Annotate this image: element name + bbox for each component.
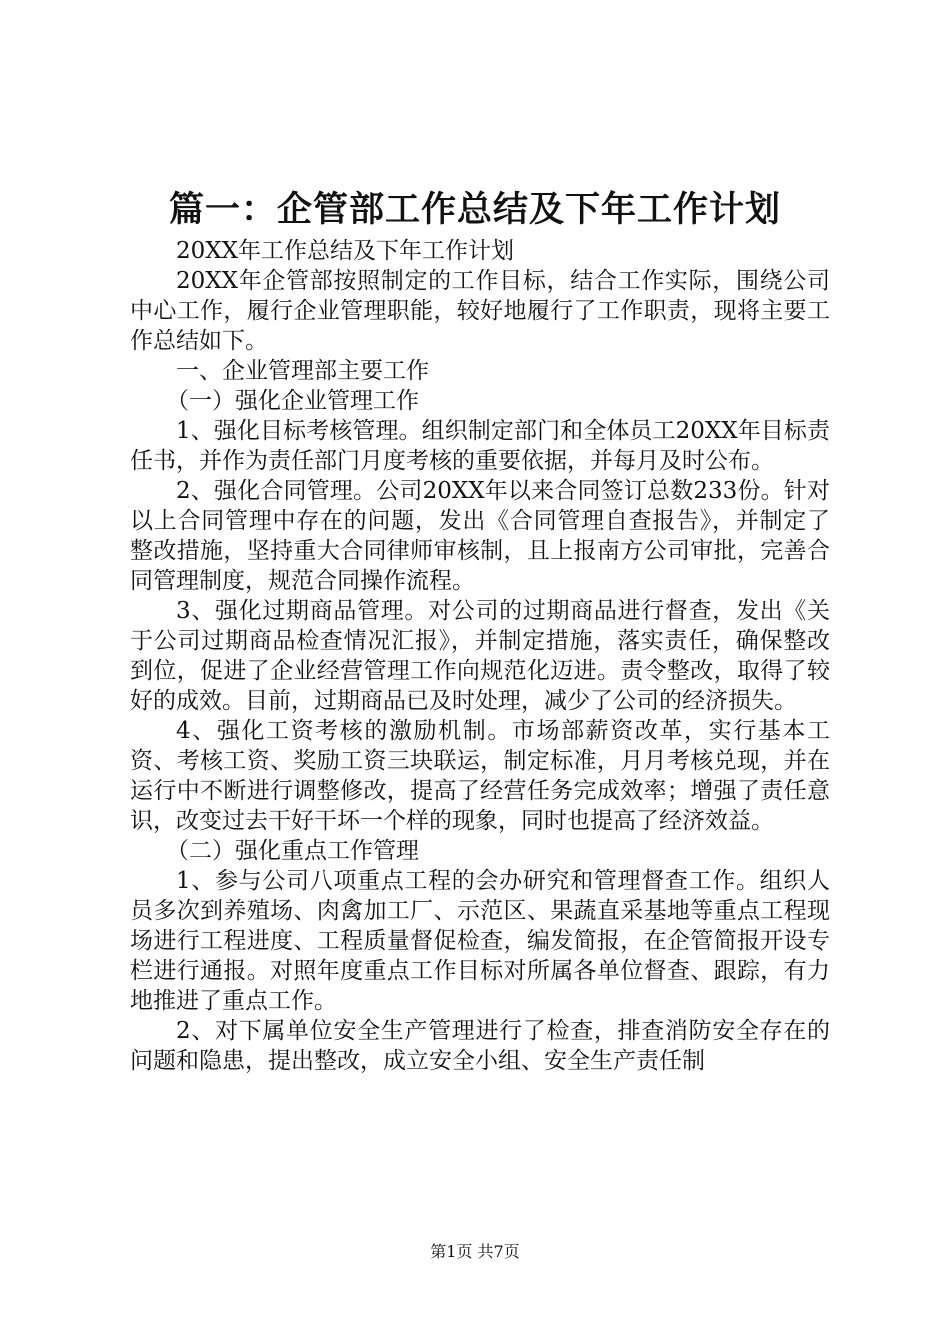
subsection-heading-2: （二）强化重点工作管理 [166, 838, 419, 864]
paragraph-item-2-2: 2、对下属单位安全生产管理进行了检查，排查消防安全存在的问题和隐患，提出整改，成立安全小组、安全生产责任制 [130, 1018, 830, 1074]
page-number: 第1页 共7页 [430, 1242, 520, 1261]
paragraph-item-1-4: 4、强化工资考核的激励机制。市场部薪资改革，实行基本工资、考核工资、奖励工资三块联运，制定标准，月月考核兑现，并在运行中不断进行调整修改，提高了经营任务完成效率；增强了责任意识，改变过去干好干坏一个样的现象，同时也提高了经济效益。 [130, 718, 830, 834]
paragraph-item-1-3: 3、强化过期商品管理。对公司的过期商品进行督查，发出《关于公司过期商品检查情况汇报》，并制定措施，落实责任，确保整改到位，促进了企业经营管理工作向规范化迈进。责令整改，取得了较好的成效。目前，过期商品已及时处理，减少了公司的经济损失。 [130, 598, 830, 714]
paragraph-item-2-1: 1、参与公司八项重点工程的会办研究和管理督查工作。组织人员多次到养殖场、肉禽加工厂、示范区、果蔬直采基地等重点工程现场进行工程进度、工程质量督促检查，编发简报，在企管简报开设专栏进行通报。对照年度重点工作目标对所属各单位督查、跟踪，有力地推进了重点工作。 [130, 868, 830, 1014]
paragraph-item-1-2: 2、强化合同管理。公司20XX年以来合同签订总数233份。针对以上合同管理中存在的问题，发出《合同管理自查报告》，并制定了整改措施，坚持重大合同律师审核制，且上报南方公司审批，完善合同管理制度，规范合同操作流程。 [130, 478, 830, 594]
section-heading: 一、企业管理部主要工作 [176, 358, 429, 384]
document-body [130, 236, 830, 1076]
paragraph-intro: 20XX年企管部按照制定的工作目标，结合工作实际，围绕公司中心工作，履行企业管理职能，较好地履行了工作职责，现将主要工作总结如下。 [130, 268, 830, 354]
subsection-heading-1: （一）强化企业管理工作 [166, 388, 419, 414]
paragraph-subtitle: 20XX年工作总结及下年工作计划 [176, 238, 515, 264]
document-title: 篇一：企管部工作总结及下年工作计划 [168, 190, 781, 230]
paragraph-item-1-1: 1、强化目标考核管理。组织制定部门和全体员工20XX年目标责任书，并作为责任部门月度考核的重要依据，并每月及时公布。 [130, 418, 830, 474]
